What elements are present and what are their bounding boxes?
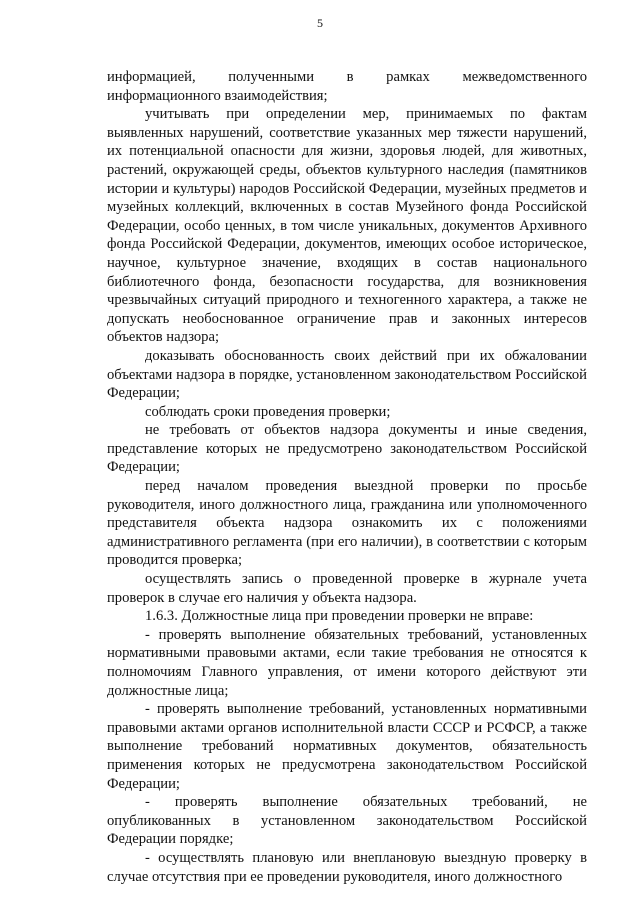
page-number: 5: [317, 16, 323, 30]
paragraph-4: соблюдать сроки проведения проверки;: [145, 403, 391, 420]
section-heading-1-6-3: 1.6.3. Должностные лица при проведении проверки не вправе:: [145, 608, 534, 625]
paragraph-3: доказывать обоснованность своих действий при их обжаловании объектами надзора в порядке, установленном законодательством Российской Федерации;: [107, 347, 587, 402]
paragraph-6: перед началом проведения выездной проверки по просьбе руководителя, иного должностного лица, гражданина или уполномоченного представителя объекта надзора ознакомить их с положениями административного регламента (при его наличии), в соответствии с которым проводится проверка;: [107, 478, 587, 569]
paragraph-1: информацией, полученными в рамках межведомственного информационного взаимодействия;: [107, 69, 587, 104]
list-item-3: - проверять выполнение обязательных требований, не опубликованных в установленном законодательством Российской Федерации порядке;: [107, 794, 587, 848]
paragraph-7: осуществлять запись о проведенной проверке в журнале учета проверок в случае его наличия у объекта надзора.: [107, 571, 587, 606]
paragraph-2: учитывать при определении мер, принимаемых по фактам выявленных нарушений, соответствие указанных мер тяжести нарушений, их потенциальной опасности для жизни, здоровья людей, для животных, растений, окружающей среды, объектов культурного наследия (памятников истории и культуры) народов Российской Федерации, музейных предметов и музейных коллекций, включенных в состав Музейного фонда Российской Федерации, особо ценных, в том числе уникальных, документов Архивного фонда Российской Федерации, документов, имеющих особое историческое, научное, культурное значение, входящих в состав национального библиотечного фонда, безопасности государства, для возникновения чрезвычайных ситуаций природного и техногенного характера, а также не допускать необоснованное ограничение прав и законных интересов объектов надзора;: [107, 106, 587, 346]
document-body: [107, 68, 587, 886]
list-item-4: - осуществлять плановую или внеплановую выездную проверку в случае отсутствия при ее проведении руководителя, иного должностного: [107, 849, 587, 885]
list-item-1: - проверять выполнение обязательных требований, установленных нормативными правовыми актами, если такие требования не относятся к полномочиям Главного управления, от имени которого действуют эти должностные лица;: [107, 626, 587, 699]
list-item-2: - проверять выполнение требований, установленных нормативными правовыми актами органов исполнительной власти СССР и РСФСР, а также выполнение требований нормативных документов, обязательность применения которых не предусмотрена законодательством Российской Федерации;: [107, 701, 587, 792]
paragraph-5: не требовать от объектов надзора документы и иные сведения, представление которых не предусмотрено законодательством Российской Федерации;: [107, 422, 587, 476]
